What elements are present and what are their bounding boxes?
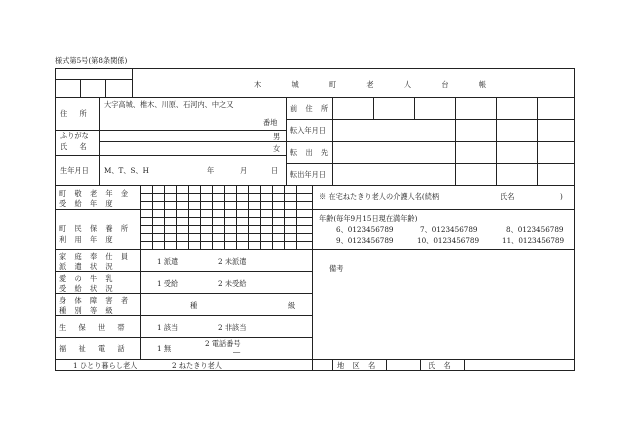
homehelp-opt1[interactable]: 1 派遣 (157, 257, 179, 266)
age-row-1-c[interactable]: 8、0123456789 (506, 225, 564, 234)
caregiver-name: 氏名 (500, 192, 515, 201)
milk-opt2[interactable]: 2 未受給 (218, 279, 247, 288)
milk-opt1[interactable]: 1 受給 (157, 279, 179, 288)
footer-district-label: 地 区 名 (337, 361, 379, 370)
insurance-label-1: 町 民 保 養 所 (59, 224, 132, 233)
form-number: 様式第5号(第8条関係) (55, 56, 128, 65)
disability-label-1: 身 体 障 害 者 (59, 296, 132, 305)
caregiver-close: ) (560, 192, 563, 201)
address-value: 大字高城、椎木、川原、石河内、中之又 (104, 100, 234, 109)
age-row-2-b[interactable]: 10、0123456789 (417, 236, 480, 245)
footer-living-alone[interactable]: 1 ひとり暮らし老人 (73, 361, 138, 370)
caregiver-note: ※ 在宅ねたきり老人の介護人名(続柄 (319, 192, 440, 201)
pension-label-2: 受 給 年 度 (59, 199, 116, 208)
phone-opt2[interactable]: 2 電話番号 (205, 339, 241, 348)
name-label: 氏 名 (60, 142, 92, 151)
age-row-1-b[interactable]: 7、0123456789 (420, 225, 478, 234)
welfare-opt2[interactable]: 2 非該当 (218, 323, 247, 332)
remarks-label: 備考 (329, 264, 344, 273)
pension-label-1: 町 敬 老 年 金 (59, 189, 132, 198)
homehelp-opt2[interactable]: 2 未派遣 (218, 257, 247, 266)
birth-month: 月 (240, 166, 248, 175)
address-suffix: 番地 (263, 118, 278, 127)
birth-year: 年 (207, 166, 215, 175)
phone-dash: ― (233, 347, 241, 356)
sex-female[interactable]: 女 (273, 144, 281, 153)
age-row-2-c[interactable]: 11、0123456789 (502, 236, 565, 245)
footer-name-label: 氏 名 (428, 361, 454, 370)
furigana-label: ふりがな (60, 131, 89, 140)
welfare-opt1[interactable]: 1 該当 (157, 323, 179, 332)
milk-label-2: 受 給 状 況 (59, 284, 116, 293)
homehelp-label-1: 家 庭 奉 仕 員 (59, 252, 132, 261)
footer-bedridden[interactable]: 2 ねたきり老人 (172, 361, 222, 370)
form-frame (55, 68, 575, 371)
age-row-1-a[interactable]: 6、0123456789 (336, 225, 394, 234)
sex-male[interactable]: 男 (273, 132, 281, 141)
move-out-date-label: 転出年月日 (290, 170, 326, 179)
birth-day: 日 (271, 166, 279, 175)
insurance-label-2: 利 用 年 度 (59, 235, 116, 244)
age-row-2-a[interactable]: 9、0123456789 (336, 236, 394, 245)
prev-address-label: 前 住 所 (290, 104, 332, 113)
phone-opt1[interactable]: 1 無 (157, 344, 172, 353)
form-title: 木 城 町 老 人 台 帳 (254, 80, 501, 89)
disability-type[interactable]: 種 (190, 301, 198, 310)
address-label: 住 所 (60, 109, 92, 118)
homehelp-label-2: 派 遣 状 況 (59, 262, 116, 271)
birth-eras[interactable]: M、T、S、H (104, 166, 149, 175)
welfare-label: 生 保 世 帯 (59, 323, 130, 332)
disability-label-2: 種 別 等 級 (59, 306, 116, 315)
age-heading: 年齢(毎年9月15日現在満年齢) (319, 214, 418, 223)
birth-label: 生年月日 (60, 166, 89, 175)
move-out-dest-label: 転 出 先 (290, 148, 332, 157)
milk-label-1: 愛 の 牛 乳 (59, 274, 116, 283)
disability-grade[interactable]: 級 (288, 301, 296, 310)
phone-label: 福 祉 電 話 (59, 344, 130, 353)
move-in-label: 転入年月日 (290, 126, 326, 135)
